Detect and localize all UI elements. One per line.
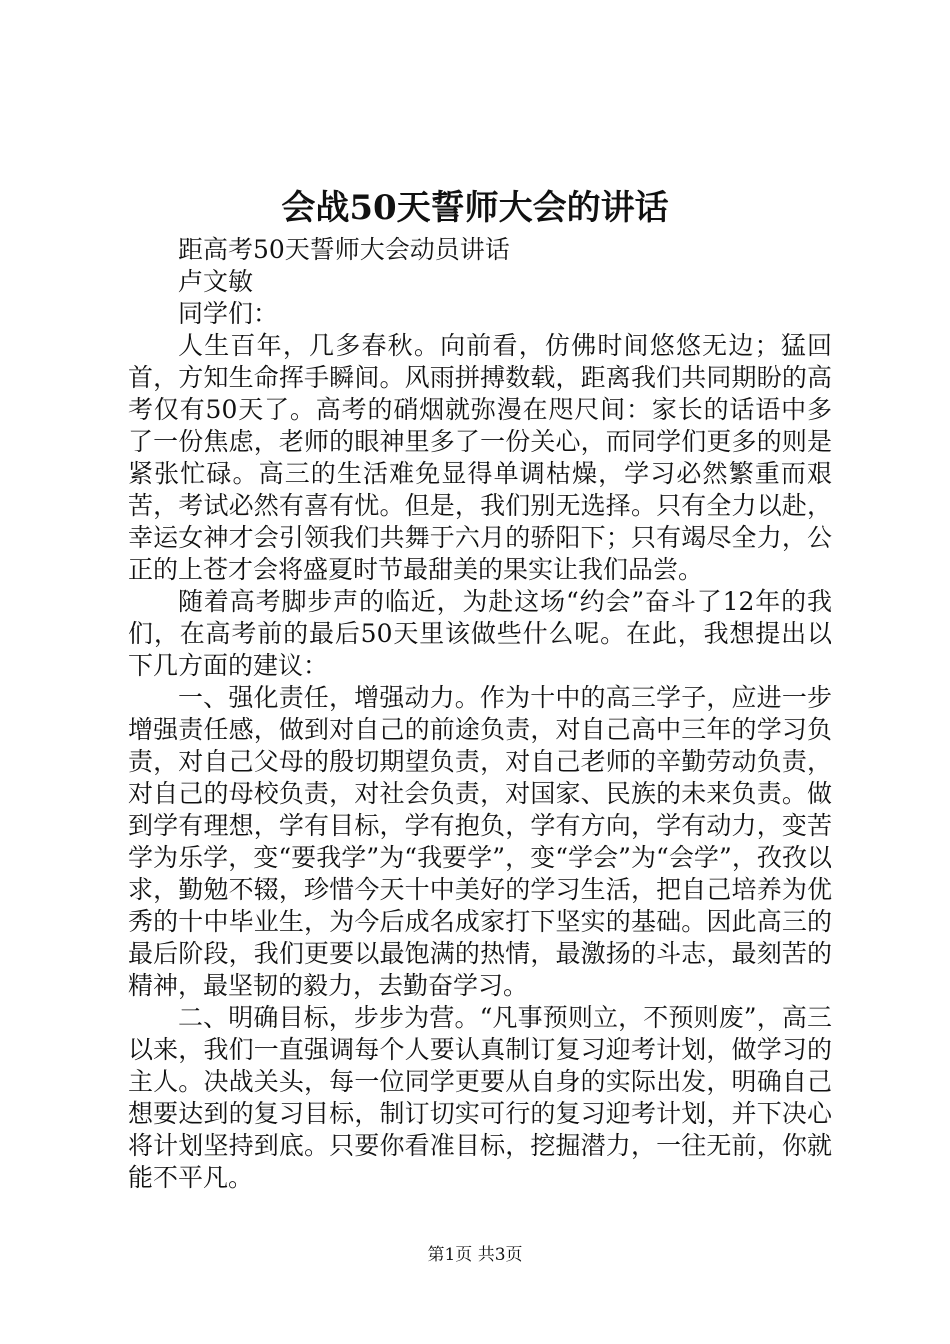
document-body: [128, 234, 832, 1194]
body-paragraph: 一、强化责任，增强动力。作为十中的高三学子，应进一步增强责任感，做到对自己的前途负责，对自己高中三年的学习负责，对自己父母的殷切期望负责，对自己老师的辛勤劳动负责，对自己的母校负责，对社会负责，对国家、民族的未来负责。做到学有理想，学有目标，学有抱负，学有方向，学有动力，变苦学为乐学，变“要我学”为“我要学”，变“学会”为“会学”，孜孜以求，勤勉不辍，珍惜今天十中美好的学习生活，把自己培养为优秀的十中毕业生，为今后成名成家打下坚实的基础。因此高三的最后阶段，我们更要以最饱满的热情，最激扬的斗志，最刻苦的精神，最坚韧的毅力，去勤奋学习。: [128, 683, 832, 1000]
body-paragraph: 随着高考脚步声的临近，为赴这场“约会”奋斗了12年的我们，在高考前的最后50天里该做些什么呢。在此，我想提出以下几方面的建议：: [128, 587, 832, 680]
subtitle-line: 距高考50天誓师大会动员讲话: [178, 235, 510, 264]
page-number-footer: 第1页 共3页: [427, 1245, 523, 1265]
document-title: 会战50天誓师大会的讲话: [281, 188, 669, 228]
body-paragraph: 人生百年，几多春秋。向前看，仿佛时间悠悠无边；猛回首，方知生命挥手瞬间。风雨拼搏数载，距离我们共同期盼的高考仅有50天了。高考的硝烟就弥漫在咫尺间：家长的话语中多了一份焦虑，老师的眼神里多了一份关心，而同学们更多的则是紧张忙碌。高三的生活难免显得单调枯燥，学习必然繁重而艰苦，考试必然有喜有忧。但是，我们别无选择。只有全力以赴，幸运女神才会引领我们共舞于六月的骄阳下；只有竭尽全力，公正的上苍才会将盛夏时节最甜美的果实让我们品尝。: [128, 331, 832, 584]
author-line: 卢文敏: [178, 267, 254, 296]
salutation-line: 同学们：: [178, 299, 279, 328]
body-paragraph: 二、明确目标，步步为营。“凡事预则立，不预则废”，高三以来，我们一直强调每个人要认真制订复习迎考计划，做学习的主人。决战关头，每一位同学更要从自身的实际出发，明确自己想要达到的复习目标，制订切实可行的复习迎考计划，并下决心将计划坚持到底。只要你看准目标，挖掘潜力，一往无前，你就能不平凡。: [128, 1003, 832, 1192]
